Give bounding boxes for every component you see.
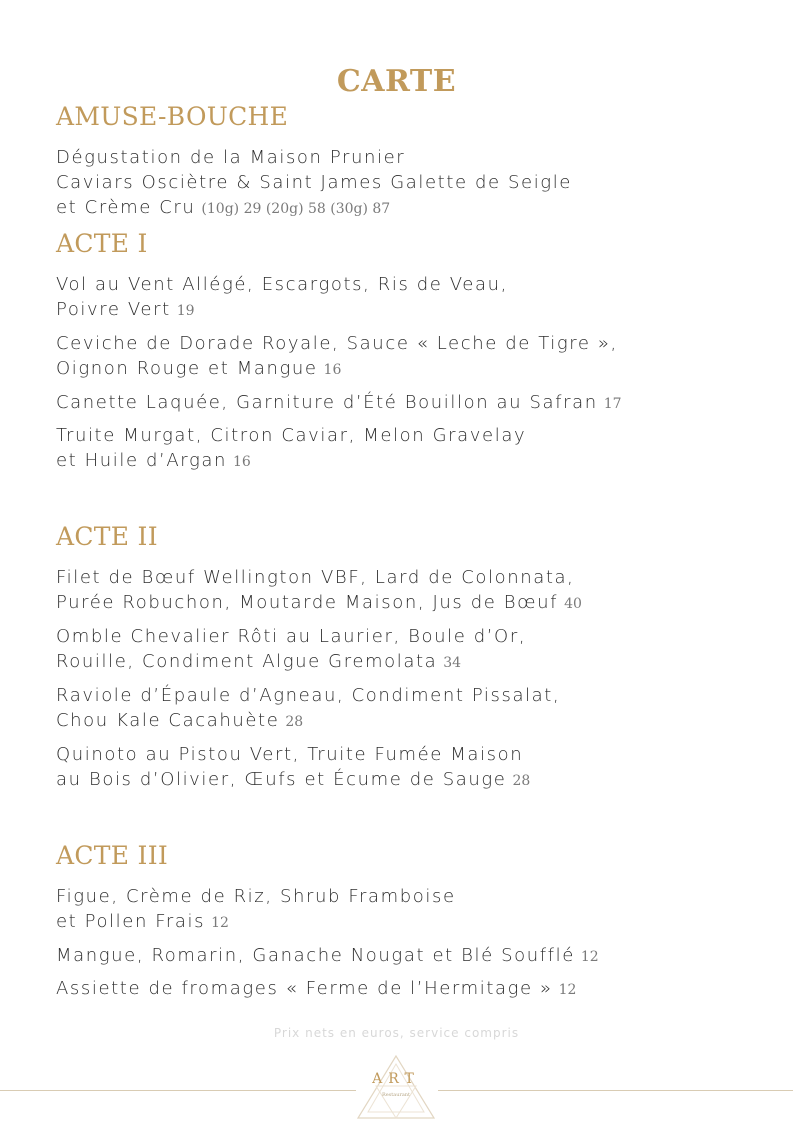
menu-item bbox=[56, 423, 756, 475]
menu-item bbox=[56, 331, 756, 383]
menu-item bbox=[56, 145, 756, 222]
menu-title: CARTE bbox=[336, 64, 457, 99]
item-price: 19 bbox=[176, 303, 195, 319]
logo-subtext: Restaurant bbox=[381, 1092, 411, 1098]
item-line: Chou Kale Cacahuète bbox=[56, 710, 280, 731]
item-line: Dégustation de la Maison Prunier bbox=[56, 147, 406, 168]
item-line: Vol au Vent Allégé, Escargots, Ris de Veau, bbox=[56, 274, 508, 295]
menu-item bbox=[56, 683, 756, 735]
section-heading-acte-3: ACTE III bbox=[56, 841, 169, 870]
menu-item bbox=[56, 624, 756, 676]
footer-divider-left bbox=[0, 1090, 356, 1091]
section-heading-acte-2: ACTE II bbox=[56, 522, 158, 551]
menu-item bbox=[56, 742, 756, 794]
item-line: et Huile d’Argan bbox=[56, 450, 227, 471]
item-price: 34 bbox=[443, 655, 462, 671]
item-price: 12 bbox=[558, 982, 577, 998]
item-price: 12 bbox=[211, 915, 229, 931]
item-line: Assiette de fromages « Ferme de l’Hermitage » bbox=[56, 978, 553, 999]
item-line: Figue, Crème de Riz, Shrub Framboise bbox=[56, 886, 456, 907]
item-price: 12 bbox=[580, 949, 599, 965]
item-line: Poivre Vert bbox=[56, 299, 171, 320]
section-heading-amuse-bouche: AMUSE-BOUCHE bbox=[56, 102, 289, 131]
logo-triangle-inverted bbox=[376, 1086, 416, 1118]
item-price: 28 bbox=[285, 714, 304, 730]
item-line: Caviars Osciètre & Saint James Galette de Seigle bbox=[56, 172, 572, 193]
item-line: Mangue, Romarin, Ganache Nougat et Blé Soufflé bbox=[56, 945, 575, 966]
item-price: 40 bbox=[564, 596, 582, 612]
menu-item bbox=[56, 272, 756, 324]
menu-item bbox=[56, 390, 756, 417]
item-line: Filet de Bœuf Wellington VBF, Lard de Colonnata, bbox=[56, 567, 575, 588]
item-line: Raviole d’Épaule d’Agneau, Condiment Pissalat, bbox=[56, 685, 561, 706]
item-line: Purée Robuchon, Moutarde Maison, Jus de Bœuf bbox=[56, 592, 559, 613]
item-price: 16 bbox=[232, 454, 251, 470]
item-line: Oignon Rouge et Mangue bbox=[56, 358, 318, 379]
item-line: Rouille, Condiment Algue Gremolata bbox=[56, 651, 438, 672]
item-price: (10g) 29 (20g) 58 (30g) 87 bbox=[201, 201, 391, 217]
menu-item bbox=[56, 976, 756, 1003]
item-line: Ceviche de Dorade Royale, Sauce « Leche de Tigre », bbox=[56, 333, 618, 354]
item-line: Truite Murgat, Citron Caviar, Melon Gravelay bbox=[56, 425, 527, 446]
item-line: et Pollen Frais bbox=[56, 911, 206, 932]
footer-note: Prix nets en euros, service compris bbox=[273, 1026, 520, 1040]
section-heading-acte-1: ACTE I bbox=[56, 229, 148, 258]
item-line: au Bois d’Olivier, Œufs et Écume de Sauge bbox=[56, 769, 507, 790]
restaurant-logo bbox=[346, 1052, 446, 1122]
item-line: et Crème Cru bbox=[56, 197, 196, 218]
menu-item bbox=[56, 565, 756, 617]
item-price: 16 bbox=[323, 362, 342, 378]
footer-divider-right bbox=[438, 1090, 793, 1091]
menu-item bbox=[56, 943, 756, 970]
item-line: Canette Laquée, Garniture d’Été Bouillon au Safran bbox=[56, 392, 598, 413]
item-line: Omble Chevalier Rôti au Laurier, Boule d’Or, bbox=[56, 626, 527, 647]
item-price: 28 bbox=[512, 773, 531, 789]
menu-item bbox=[56, 884, 756, 936]
logo-text: ART bbox=[372, 1071, 420, 1087]
item-price: 17 bbox=[603, 396, 622, 412]
item-line: Quinoto au Pistou Vert, Truite Fumée Maison bbox=[56, 744, 524, 765]
